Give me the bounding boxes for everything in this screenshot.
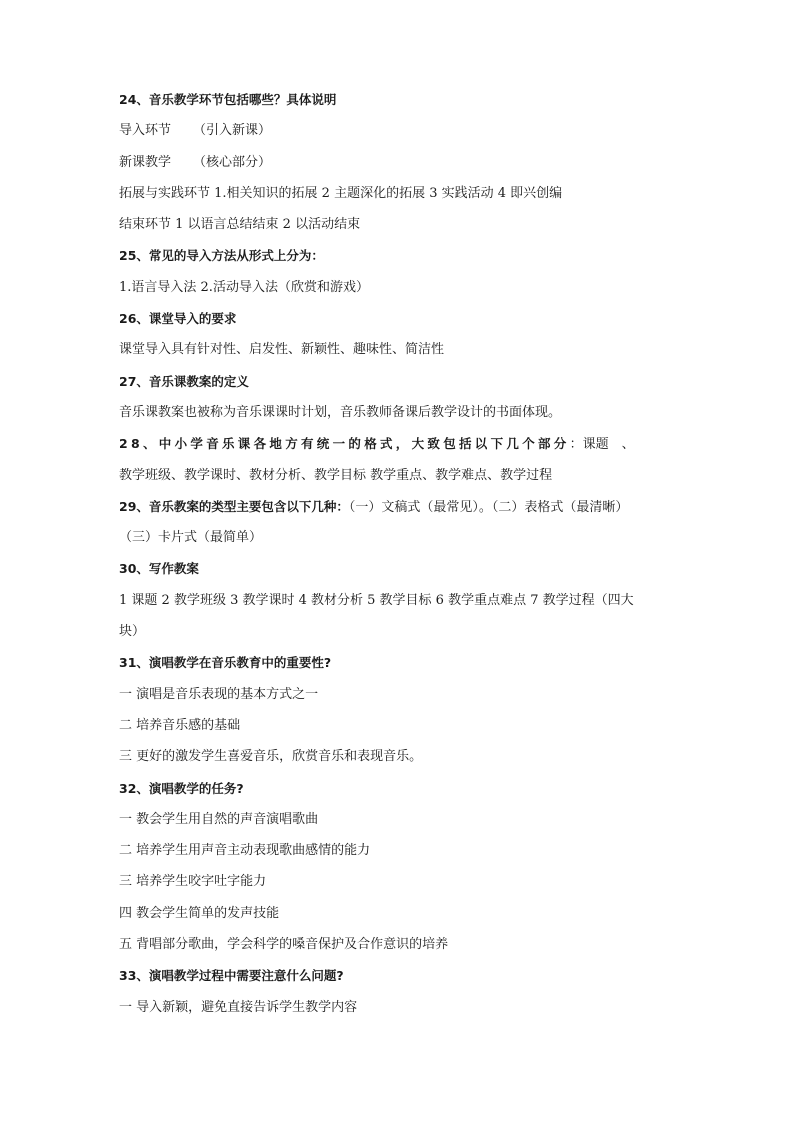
question-28-block bbox=[119, 428, 679, 459]
question-28-heading: 28、中小学音乐课各地方有统一的格式，大致包括以下几个部分 bbox=[119, 436, 570, 452]
q24-item-new-lesson-note: （核心部分） bbox=[193, 154, 272, 170]
q32-item-1: 一 教会学生用自然的声音演唱歌曲 bbox=[119, 811, 319, 827]
q32-item-5: 五 背唱部分歌曲，学会科学的嗓音保护及合作意识的培养 bbox=[119, 937, 449, 953]
q24-item-intro-label: 导入环节 bbox=[119, 123, 172, 139]
question-26-heading: 26、课堂导入的要求 bbox=[119, 311, 237, 327]
question-25-heading: 25、常见的导入方法从形式上分为： bbox=[119, 248, 324, 264]
q29-answer-line2: （三）卡片式（最简单） bbox=[119, 530, 263, 546]
q28-answer-inline: ：课题 、 bbox=[569, 437, 635, 453]
q27-answer: 音乐课教案也被称为音乐课课时计划，音乐教师备课后教学设计的书面体现。 bbox=[119, 404, 562, 420]
question-30-heading: 30、写作教案 bbox=[119, 561, 199, 577]
q32-item-4: 四 教会学生简单的发声技能 bbox=[119, 905, 280, 921]
q24-item-intro bbox=[119, 115, 679, 146]
q30-answer-line1: 1 课题 2 教学班级 3 教学课时 4 教材分析 5 教学目标 6 教学重点难点 7 教学过程（四大 bbox=[119, 592, 634, 608]
q24-item-extension: 拓展与实践环节 1.相关知识的拓展 2 主题深化的拓展 3 实践活动 4 即兴创编 bbox=[119, 185, 563, 201]
q30-answer-line2: 块） bbox=[119, 624, 146, 640]
question-31-heading: 31、演唱教学在音乐教育中的重要性? bbox=[119, 655, 332, 671]
question-27-heading: 27、音乐课教案的定义 bbox=[119, 373, 249, 389]
q31-item-3: 三 更好的激发学生喜爱音乐，欣赏音乐和表现音乐。 bbox=[119, 749, 423, 765]
question-32-heading: 32、演唱教学的任务? bbox=[119, 780, 244, 796]
question-29-heading: 29、音乐教案的类型主要包含以下几种： bbox=[119, 498, 349, 514]
q28-answer-line2: 教学班级、教学课时、教材分析、教学目标 教学重点、教学难点、教学过程 bbox=[119, 467, 553, 483]
q24-item-new-lesson bbox=[119, 147, 679, 178]
q32-item-3: 三 培养学生咬字吐字能力 bbox=[119, 874, 267, 890]
q24-item-new-lesson-label: 新课教学 bbox=[119, 154, 172, 170]
question-24-heading: 24、音乐教学环节包括哪些？具体说明 bbox=[119, 92, 337, 107]
q29-answer-inline: （一）文稿式（最常见）。（二）表格式（最清晰） bbox=[348, 499, 629, 515]
q24-item-intro-note: （引入新课） bbox=[193, 123, 272, 139]
q24-item-ending: 结束环节 1 以语言总结结束 2 以活动结束 bbox=[119, 217, 361, 233]
question-33-heading: 33、演唱教学过程中需要注意什么问题? bbox=[119, 968, 344, 984]
q31-item-2: 二 培养音乐感的基础 bbox=[119, 717, 241, 733]
q26-answer: 课堂导入具有针对性、启发性、新颖性、趣味性、简洁性 bbox=[119, 342, 445, 358]
q25-answer: 1.语言导入法 2.活动导入法（欣赏和游戏） bbox=[119, 279, 369, 295]
document-page bbox=[119, 84, 679, 1023]
question-29-block bbox=[119, 491, 679, 522]
q33-item-1: 一 导入新颖，避免直接告诉学生教学内容 bbox=[119, 999, 358, 1015]
q31-item-1: 一 演唱是音乐表现的基本方式之一 bbox=[119, 686, 319, 702]
q32-item-2: 二 培养学生用声音主动表现歌曲感情的能力 bbox=[119, 843, 371, 859]
